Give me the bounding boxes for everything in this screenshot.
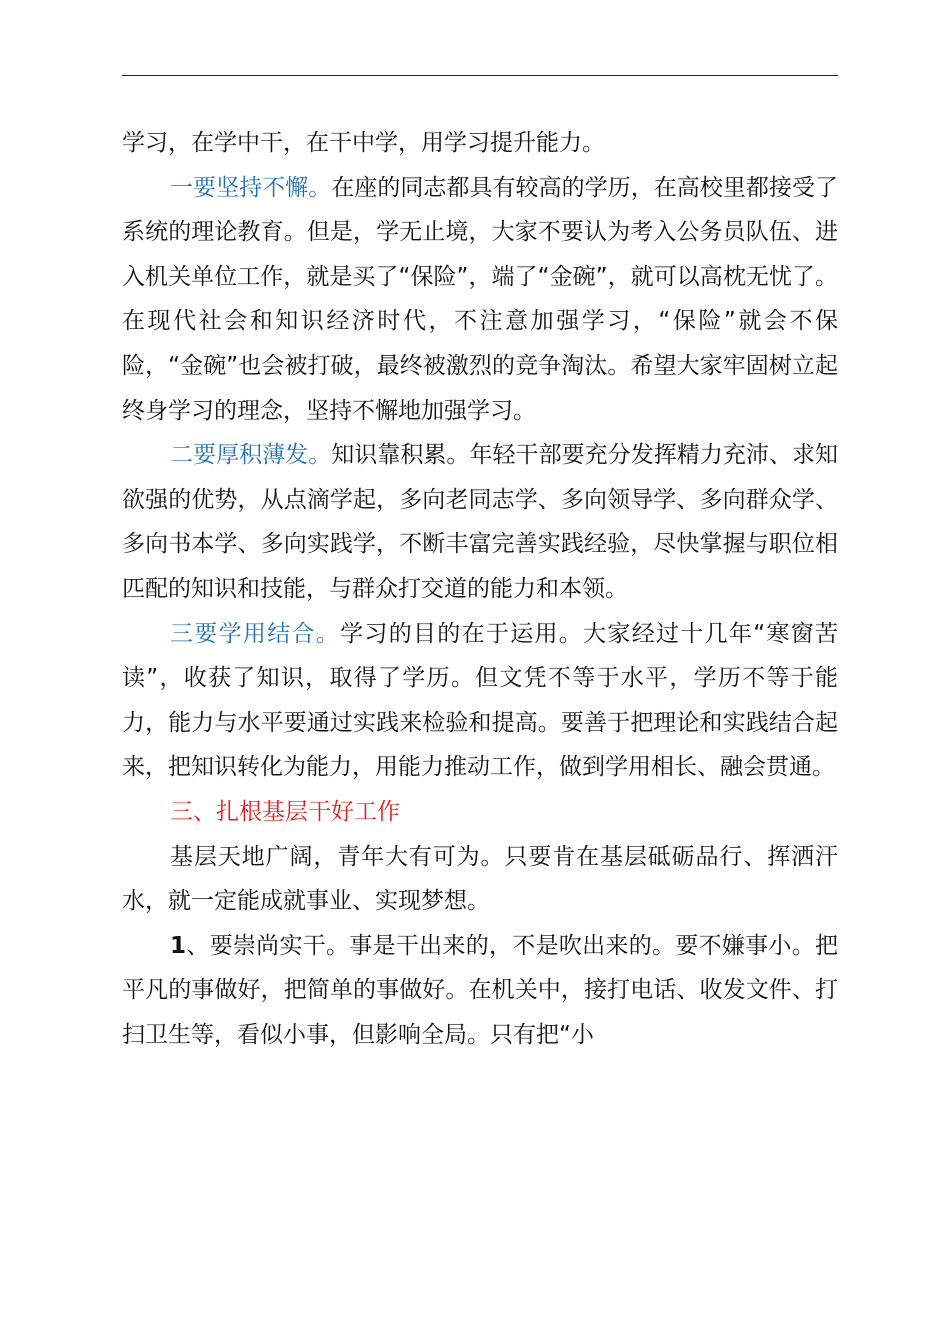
subheading-text: 一要坚持不懈。	[170, 174, 332, 201]
body-text: 基层天地广阔，青年大有可为。只要肯在基层砥砺品行、挥洒汗水，就一定能成就事业、实现梦想。	[122, 843, 838, 915]
paragraph-practical	[122, 924, 838, 1058]
body-text: 学习，在学中干，在干中学，用学习提升能力。	[122, 130, 605, 156]
paragraph-apply	[122, 612, 838, 790]
paragraph-grassroots	[122, 835, 838, 924]
subheading-text: 二要厚积薄发。	[170, 442, 332, 469]
body-text: 、要崇尚实干。事是干出来的，不是吹出来的。要不嫌事小。把平凡的事做好，把简单的事做好。在机关中，接打电话、收发文件、打扫卫生等，看似小事，但影响全局。只有把“小	[122, 932, 838, 1048]
subheading-text: 三要学用结合。	[170, 620, 341, 647]
paragraph-section-3-heading	[122, 790, 838, 835]
header-rule	[122, 75, 838, 76]
paragraph-accumulate	[122, 433, 838, 611]
document-body	[122, 121, 838, 1057]
paragraph-persevere	[122, 166, 838, 434]
body-text: 学习的目的在于运用。大家经过十几年“寒窗苦读”，收获了知识，取得了学历。但文凭不等于水平，学历不等于能力，能力与水平要通过实践来检验和提高。要善于把理论和实践结合起来，把知识转化为能力，用能力推动工作，做到学用相长、融会贯通。	[122, 620, 839, 781]
list-number: 1	[170, 932, 187, 959]
section-heading-text: 三、扎根基层干好工作	[170, 798, 400, 825]
paragraph-continuation	[122, 121, 838, 166]
body-text: 知识靠积累。年轻干部要充分发挥精力充沛、求知欲强的优势，从点滴学起，多向老同志学、多向领导学、多向群众学、多向书本学、多向实践学，不断丰富完善实践经验，尽快掌握与职位相匹配的知识和技能，与群众打交道的能力和本领。	[122, 442, 839, 602]
body-text: 在座的同志都具有较高的学历，在高校里都接受了系统的理论教育。但是，学无止境，大家不要认为考入公务员队伍、进入机关单位工作，就是买了“保险”，端了“金碗”，就可以高枕无忧了。在现代社会和知识经济时代，不注意加强学习，“保险”就会不保险，“金碗”也会被打破，最终被激烈的竞争淘汰。希望大家牢固树立起终身学习的理念，坚持不懈地加强学习。	[122, 174, 839, 424]
